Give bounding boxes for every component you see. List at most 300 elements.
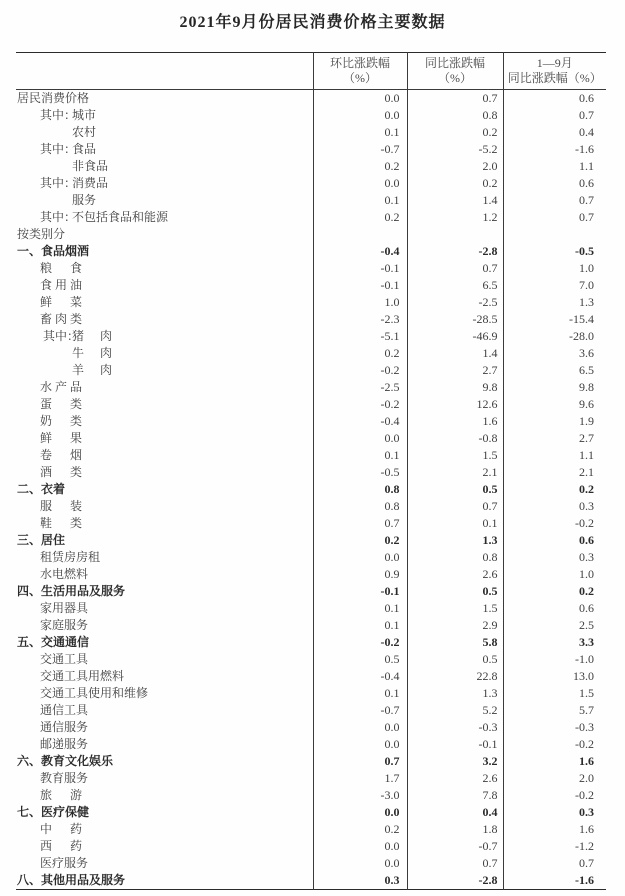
- cell-yoy: 0.7: [407, 90, 503, 108]
- cell-mom: 0.9: [313, 566, 407, 583]
- cell-ytd: 1.6: [579, 822, 594, 836]
- row-label: 通信服务: [40, 720, 89, 734]
- row-label-cell: [16, 243, 313, 260]
- cell-ytd: -0.5: [575, 244, 594, 258]
- header-row: [16, 53, 606, 90]
- table-row: [16, 158, 606, 175]
- row-label-cell: [16, 192, 313, 209]
- row-label-cell: [16, 396, 313, 413]
- row-label: 交通工具使用和维修: [40, 686, 149, 700]
- row-prefix: 其中：: [40, 176, 77, 190]
- cell-mom: 0.2: [313, 532, 407, 549]
- cell-yoy: 12.6: [407, 396, 503, 413]
- row-label-cell: [16, 753, 313, 770]
- header-cell-ytd: [503, 53, 606, 90]
- header-cell-yoy: [407, 53, 503, 90]
- cell-yoy: 0.2: [407, 175, 503, 192]
- row-label-cell: [16, 124, 313, 141]
- cell-mom: 0.1: [313, 124, 407, 141]
- row-label: 七、医疗保健: [17, 805, 90, 819]
- cell-ytd: 0.3: [579, 805, 594, 819]
- row-label-cell: [16, 379, 313, 396]
- cell-mom: -0.4: [313, 668, 407, 685]
- cell-yoy: 0.8: [407, 549, 503, 566]
- row-label-cell: [16, 447, 313, 464]
- row-label-cell: [16, 277, 313, 294]
- cell-yoy: 1.8: [407, 821, 503, 838]
- cell-ytd: 0.6: [579, 533, 594, 547]
- row-label: 食品: [72, 142, 97, 156]
- cell-yoy: 0.1: [407, 515, 503, 532]
- cell-yoy: -5.2: [407, 141, 503, 158]
- cell-mom: -3.0: [313, 787, 407, 804]
- cell-mom: 0.0: [313, 838, 407, 855]
- table-row: [16, 294, 606, 311]
- table-row: [16, 345, 606, 362]
- header-yoy-line1: 同比涨跌幅: [424, 56, 485, 70]
- cell-yoy: 2.6: [407, 566, 503, 583]
- cell-yoy: 1.5: [407, 447, 503, 464]
- cell-mom: 0.0: [313, 804, 407, 821]
- table-row: [16, 617, 606, 634]
- table-row: [16, 90, 606, 108]
- row-label-cell: [16, 345, 313, 362]
- cell-ytd: -0.2: [575, 788, 594, 802]
- row-label: 城市: [72, 108, 97, 122]
- row-label: 五、交通通信: [17, 635, 90, 649]
- row-prefix: 其中：: [40, 108, 77, 122]
- cell-mom: 0.2: [313, 158, 407, 175]
- cell-mom: 0.0: [313, 549, 407, 566]
- row-prefix: 其中：: [43, 329, 80, 343]
- cell-yoy: -2.5: [407, 294, 503, 311]
- cell-yoy: 0.7: [407, 855, 503, 872]
- cell-yoy: -0.7: [407, 838, 503, 855]
- cell-yoy: 1.2: [407, 209, 503, 226]
- cell-mom: 0.8: [313, 498, 407, 515]
- table-row: [16, 481, 606, 498]
- cell-mom: 0.3: [313, 872, 407, 890]
- row-label: 猪肉: [72, 329, 112, 343]
- cell-ytd: 2.1: [579, 465, 594, 479]
- table-row: [16, 379, 606, 396]
- cell-yoy: 1.5: [407, 600, 503, 617]
- cell-mom: -0.1: [313, 277, 407, 294]
- table-row: [16, 821, 606, 838]
- cell-mom: 0.0: [313, 719, 407, 736]
- cell-ytd: -0.2: [575, 516, 594, 530]
- cell-ytd: 7.0: [579, 278, 594, 292]
- cell-ytd: 0.4: [579, 125, 594, 139]
- cell-yoy: 22.8: [407, 668, 503, 685]
- cell-mom: 0.1: [313, 617, 407, 634]
- row-label: 西药: [40, 839, 82, 853]
- cell-ytd: 2.0: [579, 771, 594, 785]
- table-row: [16, 651, 606, 668]
- row-label-cell: [16, 464, 313, 481]
- header-mom-line1: 环比涨跌幅: [329, 56, 390, 70]
- cell-mom: 0.5: [313, 651, 407, 668]
- cell-yoy: 0.7: [407, 260, 503, 277]
- table-row: [16, 396, 606, 413]
- header-mom-line2: （%）: [343, 71, 377, 85]
- cell-ytd: -1.6: [575, 873, 594, 887]
- table-row: [16, 107, 606, 124]
- table-row: [16, 362, 606, 379]
- cell-mom: -0.4: [313, 413, 407, 430]
- row-label: 二、衣着: [17, 482, 66, 496]
- cell-yoy: 2.0: [407, 158, 503, 175]
- row-label-cell: [16, 430, 313, 447]
- cell-yoy: 1.4: [407, 192, 503, 209]
- cell-ytd: 0.6: [579, 91, 594, 105]
- cell-ytd: 0.3: [579, 499, 594, 513]
- row-label-cell: [16, 566, 313, 583]
- cell-ytd: [503, 226, 606, 243]
- row-label-cell: [16, 141, 313, 158]
- cell-yoy: 0.2: [407, 124, 503, 141]
- cell-yoy: 0.5: [407, 583, 503, 600]
- cell-mom: 0.1: [313, 600, 407, 617]
- cell-ytd: 0.6: [579, 601, 594, 615]
- row-label: 家用器具: [40, 601, 89, 615]
- cell-yoy: -2.8: [407, 243, 503, 260]
- row-label: 三、居住: [17, 533, 66, 547]
- row-label: 四、生活用品及服务: [17, 584, 126, 598]
- row-label-cell: [16, 107, 313, 124]
- cell-ytd: -15.4: [569, 312, 594, 326]
- table-row: [16, 260, 606, 277]
- table-row: [16, 736, 606, 753]
- cell-ytd: 0.7: [579, 856, 594, 870]
- row-label: 鞋类: [40, 516, 82, 530]
- row-label: 按类别分: [17, 227, 66, 241]
- cell-yoy: [407, 226, 503, 243]
- cell-mom: 0.2: [313, 345, 407, 362]
- table-row: [16, 124, 606, 141]
- cell-mom: [313, 226, 407, 243]
- row-label-cell: [16, 634, 313, 651]
- row-label: 蛋类: [40, 397, 82, 411]
- header-cell-item: [16, 53, 313, 90]
- table-row: [16, 328, 606, 345]
- table-row: [16, 872, 606, 890]
- row-label: 羊肉: [72, 363, 112, 377]
- cell-mom: 0.2: [313, 821, 407, 838]
- table-row: [16, 243, 606, 260]
- row-label-cell: [16, 532, 313, 549]
- cell-ytd: -0.3: [575, 720, 594, 734]
- cell-mom: 0.7: [313, 515, 407, 532]
- table-row: [16, 277, 606, 294]
- table-row: [16, 702, 606, 719]
- table-row: [16, 141, 606, 158]
- cell-ytd: 1.9: [579, 414, 594, 428]
- cell-mom: 1.7: [313, 770, 407, 787]
- table-row: [16, 413, 606, 430]
- header-ytd-line2: 同比涨跌幅（%）: [507, 71, 602, 85]
- cell-yoy: -0.3: [407, 719, 503, 736]
- row-label-cell: [16, 583, 313, 600]
- cell-ytd: 0.6: [579, 176, 594, 190]
- row-label-cell: [16, 226, 313, 243]
- cell-mom: -2.5: [313, 379, 407, 396]
- cell-mom: 0.0: [313, 175, 407, 192]
- cell-yoy: 0.5: [407, 481, 503, 498]
- row-label: 八、其他用品及服务: [17, 873, 126, 887]
- cell-ytd: -0.2: [575, 737, 594, 751]
- cell-mom: 0.0: [313, 736, 407, 753]
- row-label: 居民消费价格: [17, 91, 90, 105]
- row-label-cell: [16, 804, 313, 821]
- row-prefix: 其中：: [40, 210, 77, 224]
- row-label: 不包括食品和能源: [72, 210, 169, 224]
- row-label: 畜肉类: [40, 312, 82, 326]
- cell-mom: -0.2: [313, 634, 407, 651]
- cell-ytd: 3.3: [579, 635, 594, 649]
- cell-yoy: 6.5: [407, 277, 503, 294]
- cell-yoy: 2.7: [407, 362, 503, 379]
- row-label-cell: [16, 821, 313, 838]
- row-label: 卷烟: [40, 448, 82, 462]
- cell-ytd: 9.6: [579, 397, 594, 411]
- cell-yoy: 2.6: [407, 770, 503, 787]
- cell-ytd: 1.3: [579, 295, 594, 309]
- cell-mom: -0.1: [313, 260, 407, 277]
- cell-ytd: 0.7: [579, 108, 594, 122]
- row-label-cell: [16, 549, 313, 566]
- table-row: [16, 770, 606, 787]
- row-label-cell: [16, 600, 313, 617]
- cell-yoy: 1.3: [407, 532, 503, 549]
- row-label-cell: [16, 770, 313, 787]
- row-label-cell: [16, 685, 313, 702]
- page-title: 2021年9月份居民消费价格主要数据: [179, 14, 446, 31]
- row-label-cell: [16, 328, 313, 345]
- row-label-cell: [16, 481, 313, 498]
- cell-mom: -0.2: [313, 396, 407, 413]
- cell-mom: 0.1: [313, 685, 407, 702]
- cell-mom: 0.2: [313, 209, 407, 226]
- cell-ytd: 1.1: [579, 159, 594, 173]
- cell-ytd: 1.0: [579, 567, 594, 581]
- cell-yoy: 9.8: [407, 379, 503, 396]
- row-label: 邮递服务: [40, 737, 89, 751]
- cell-yoy: 1.6: [407, 413, 503, 430]
- cell-ytd: 0.2: [579, 482, 594, 496]
- row-label-cell: [16, 413, 313, 430]
- cell-ytd: 1.5: [579, 686, 594, 700]
- table-row: [16, 209, 606, 226]
- table-row: [16, 753, 606, 770]
- table-row: [16, 668, 606, 685]
- cell-ytd: 0.2: [579, 584, 594, 598]
- row-label: 食用油: [40, 278, 82, 292]
- cell-mom: 0.0: [313, 430, 407, 447]
- cell-yoy: 1.3: [407, 685, 503, 702]
- table-row: [16, 311, 606, 328]
- row-label: 通信工具: [40, 703, 89, 717]
- table-row: [16, 515, 606, 532]
- row-label: 水电燃料: [40, 567, 89, 581]
- cell-mom: -0.4: [313, 243, 407, 260]
- table-row: [16, 583, 606, 600]
- row-label-cell: [16, 294, 313, 311]
- cell-yoy: 5.8: [407, 634, 503, 651]
- cell-ytd: -1.0: [575, 652, 594, 666]
- cell-ytd: 0.3: [579, 550, 594, 564]
- header-cell-mom: [313, 53, 407, 90]
- cell-ytd: 0.7: [579, 193, 594, 207]
- row-label: 医疗服务: [40, 856, 89, 870]
- cell-mom: 0.1: [313, 447, 407, 464]
- table-row: [16, 549, 606, 566]
- row-label: 教育服务: [40, 771, 89, 785]
- cell-yoy: 7.8: [407, 787, 503, 804]
- row-label-cell: [16, 90, 313, 108]
- cell-ytd: 6.5: [579, 363, 594, 377]
- row-label-cell: [16, 362, 313, 379]
- cell-ytd: 1.1: [579, 448, 594, 462]
- cell-yoy: 5.2: [407, 702, 503, 719]
- cell-yoy: -28.5: [407, 311, 503, 328]
- row-label-cell: [16, 158, 313, 175]
- table-row: [16, 787, 606, 804]
- row-label: 家庭服务: [40, 618, 89, 632]
- row-label-cell: [16, 719, 313, 736]
- row-label: 奶类: [40, 414, 82, 428]
- cell-mom: 0.8: [313, 481, 407, 498]
- cell-ytd: 0.7: [579, 210, 594, 224]
- cell-mom: -0.5: [313, 464, 407, 481]
- table-row: [16, 855, 606, 872]
- cell-yoy: 3.2: [407, 753, 503, 770]
- cell-yoy: -46.9: [407, 328, 503, 345]
- cell-yoy: 0.7: [407, 498, 503, 515]
- row-label-cell: [16, 736, 313, 753]
- row-label: 农村: [72, 125, 97, 139]
- cell-ytd: 3.6: [579, 346, 594, 360]
- row-label-cell: [16, 855, 313, 872]
- row-label: 服装: [40, 499, 82, 513]
- table-row: [16, 498, 606, 515]
- cell-mom: 0.0: [313, 855, 407, 872]
- header-ytd-line1: 1—9月: [536, 56, 573, 70]
- table-row: [16, 804, 606, 821]
- row-label-cell: [16, 311, 313, 328]
- cell-ytd: 1.0: [579, 261, 594, 275]
- cell-yoy: -0.8: [407, 430, 503, 447]
- row-label: 酒类: [40, 465, 82, 479]
- cell-mom: 0.7: [313, 753, 407, 770]
- cell-ytd: 1.6: [579, 754, 594, 768]
- cell-yoy: 1.4: [407, 345, 503, 362]
- cpi-table: [16, 52, 606, 890]
- cell-mom: -2.3: [313, 311, 407, 328]
- table-row: [16, 634, 606, 651]
- table-row: [16, 685, 606, 702]
- table-row: [16, 464, 606, 481]
- table-row: [16, 175, 606, 192]
- row-label: 旅游: [40, 788, 82, 802]
- row-label: 租赁房房租: [40, 550, 101, 564]
- table-row: [16, 226, 606, 243]
- row-label: 中药: [40, 822, 82, 836]
- row-label-cell: [16, 617, 313, 634]
- row-label-cell: [16, 702, 313, 719]
- table-body: [16, 90, 606, 890]
- row-label: 交通工具: [40, 652, 89, 666]
- cell-ytd: 2.5: [579, 618, 594, 632]
- row-label: 非食品: [72, 159, 109, 173]
- table-row: [16, 192, 606, 209]
- row-label: 服务: [72, 193, 97, 207]
- row-label-cell: [16, 668, 313, 685]
- row-label: 一、食品烟酒: [17, 244, 90, 258]
- row-label-cell: [16, 260, 313, 277]
- row-label-cell: [16, 498, 313, 515]
- cell-yoy: 0.5: [407, 651, 503, 668]
- cell-ytd: -1.2: [575, 839, 594, 853]
- table-row: [16, 447, 606, 464]
- row-label: 牛肉: [72, 346, 112, 360]
- cell-yoy: -2.8: [407, 872, 503, 890]
- cell-yoy: 2.9: [407, 617, 503, 634]
- row-label-cell: [16, 651, 313, 668]
- cell-yoy: 2.1: [407, 464, 503, 481]
- cell-yoy: 0.4: [407, 804, 503, 821]
- row-label-cell: [16, 787, 313, 804]
- cell-mom: 0.0: [313, 107, 407, 124]
- row-label: 鲜果: [40, 431, 82, 445]
- cell-mom: 0.0: [313, 90, 407, 108]
- row-label-cell: [16, 872, 313, 890]
- cell-yoy: -0.1: [407, 736, 503, 753]
- cell-mom: 0.1: [313, 192, 407, 209]
- cell-mom: 1.0: [313, 294, 407, 311]
- row-label: 粮食: [40, 261, 82, 275]
- row-label: 交通工具用燃料: [40, 669, 125, 683]
- row-label: 六、教育文化娱乐: [17, 754, 114, 768]
- cell-ytd: 2.7: [579, 431, 594, 445]
- cell-mom: -0.1: [313, 583, 407, 600]
- row-label: 鲜菜: [40, 295, 82, 309]
- cell-ytd: 9.8: [579, 380, 594, 394]
- row-label-cell: [16, 209, 313, 226]
- cell-ytd: -28.0: [569, 329, 594, 343]
- cell-ytd: 13.0: [573, 669, 594, 683]
- table-header: [16, 53, 606, 90]
- table-row: [16, 566, 606, 583]
- table-row: [16, 600, 606, 617]
- row-label-cell: [16, 175, 313, 192]
- cell-yoy: 0.8: [407, 107, 503, 124]
- cell-mom: -0.2: [313, 362, 407, 379]
- table-row: [16, 719, 606, 736]
- cell-ytd: 5.7: [579, 703, 594, 717]
- row-label: 消费品: [72, 176, 109, 190]
- cell-mom: -0.7: [313, 141, 407, 158]
- row-label-cell: [16, 515, 313, 532]
- cell-mom: -0.7: [313, 702, 407, 719]
- table-row: [16, 430, 606, 447]
- header-yoy-line2: （%）: [438, 71, 472, 85]
- cell-mom: -5.1: [313, 328, 407, 345]
- row-label: 水产品: [40, 380, 82, 394]
- cell-ytd: -1.6: [575, 142, 594, 156]
- table-row: [16, 532, 606, 549]
- row-label-cell: [16, 838, 313, 855]
